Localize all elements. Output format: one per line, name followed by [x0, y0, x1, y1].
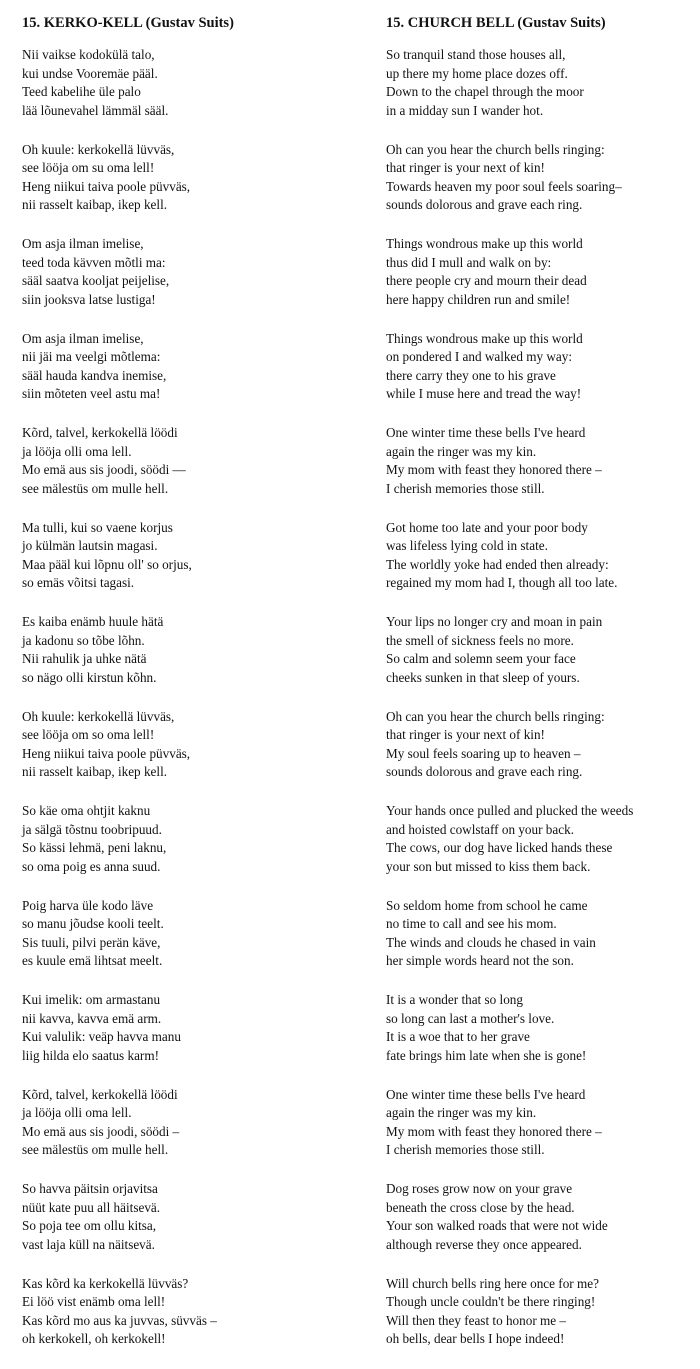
- poem-line: jo külmän lautsin magasi.: [22, 538, 158, 553]
- stanza: [22, 1086, 352, 1160]
- poem-line: so emäs võitsi tagasi.: [22, 575, 135, 590]
- poem-line: nii kavva, kavva emä arm.: [22, 1010, 162, 1026]
- poem-line: regained my mom had I, though all too late.: [386, 575, 618, 590]
- stanza: [386, 46, 698, 120]
- poem-line: Dog roses grow now on your grave: [386, 1181, 573, 1196]
- stanza: [386, 708, 698, 782]
- poem-line: ja lööja olli oma lell.: [22, 443, 132, 459]
- stanza: [22, 991, 352, 1065]
- poem-line: nüüt kate puu all häitsevä.: [22, 1199, 161, 1215]
- poem-line: Heng niikui taiva poole püvväs,: [22, 745, 191, 761]
- poem-line: Mo emä aus sis joodi, söödi —: [22, 462, 186, 477]
- poem-line: sounds dolorous and grave each ring.: [386, 764, 583, 779]
- poem-line: My mom with feast they honored there –: [386, 462, 602, 477]
- stanza: [22, 897, 352, 971]
- poem-line: So calm and solemn seem your face: [386, 651, 576, 666]
- poem-line: Your son walked roads that were not wide: [386, 1218, 608, 1233]
- poem-line: es kuule emä lihtsat meelt.: [22, 953, 163, 968]
- poem-line: was lifeless lying cold in state.: [386, 538, 548, 553]
- poem-line: Nii rahulik ja uhke nätä: [22, 651, 147, 666]
- poem-line: One winter time these bells I've heard: [386, 1086, 586, 1102]
- poem-line: sääl hauda kandva inemise,: [22, 367, 167, 383]
- poem-line: oh bells, dear bells I hope indeed!: [386, 1331, 565, 1346]
- poem-line: My mom with feast they honored there –: [386, 1123, 602, 1139]
- poem-line: nii jäi ma veelgi mõtlema:: [22, 349, 161, 364]
- poem-line: Down to the chapel through the moor: [386, 84, 584, 99]
- estonian-stanzas: [22, 46, 352, 1349]
- poem-line: Kui valulik: veäp havva manu: [22, 1029, 181, 1044]
- poem-line: cheeks sunken in that sleep of yours.: [386, 669, 580, 685]
- stanza: [386, 802, 698, 876]
- poem-line: there people cry and mourn their dead: [386, 273, 587, 288]
- stanza: [22, 141, 352, 215]
- poem-line: Your hands once pulled and plucked the weeds: [386, 803, 634, 818]
- stanza: [22, 1180, 352, 1254]
- poem-line: up there my home place dozes off.: [386, 65, 568, 81]
- poem-line: Om asja ilman imelise,: [22, 236, 144, 251]
- poem-line: Sis tuuli, pilvi perän käve,: [22, 934, 161, 950]
- estonian-poem-title: 15. KERKO-KELL (Gustav Suits): [22, 15, 234, 31]
- poem-line: and hoisted cowlstaff on your back.: [386, 821, 574, 837]
- poem-line: So poja tee om ollu kitsa,: [22, 1218, 157, 1233]
- poem-line: thus did I mull and walk on by:: [386, 254, 552, 270]
- poem-line: Will church bells ring here once for me?: [386, 1275, 599, 1291]
- poem-line: again the ringer was my kin.: [386, 1105, 537, 1120]
- poem-line: that ringer is your next of kin!: [386, 727, 545, 742]
- poem-line: So seldom home from school he came: [386, 897, 588, 913]
- stanza: [386, 613, 698, 687]
- poem-line: Got home too late and your poor body: [386, 519, 588, 535]
- poem-line: her simple words heard not the son.: [386, 953, 574, 968]
- poem-line: the smell of sickness feels no more.: [386, 632, 574, 648]
- poem-line: So kässi lehmä, peni laknu,: [22, 840, 167, 855]
- stanza: [386, 1180, 698, 1254]
- poem-line: Ma tulli, kui so vaene korjus: [22, 519, 173, 535]
- poem-line: oh kerkokell, oh kerkokell!: [22, 1331, 166, 1346]
- stanza: [386, 1275, 698, 1349]
- poem-line: Oh can you hear the church bells ringing:: [386, 141, 605, 157]
- poem-line: Kõrd, talvel, kerkokellä löödi: [22, 1086, 178, 1102]
- english-poem-title: 15. CHURCH BELL (Gustav Suits): [386, 15, 606, 31]
- poem-line: So tranquil stand those houses all,: [386, 47, 566, 62]
- poem-line: I cherish memories those still.: [386, 480, 545, 496]
- stanza: [386, 991, 698, 1065]
- poem-line: no time to call and see his mom.: [386, 916, 557, 931]
- stanza: [22, 424, 352, 498]
- stanza: [22, 46, 352, 120]
- estonian-poem-column: [22, 14, 352, 1369]
- poem-line: Your lips no longer cry and moan in pain: [386, 614, 603, 629]
- poem-line: So käe oma ohtjit kaknu: [22, 803, 151, 818]
- stanza: [386, 424, 698, 498]
- poem-line: sääl saatva kooljat peijelise,: [22, 273, 170, 288]
- poem-line: see lööja om so oma lell!: [22, 727, 155, 742]
- poem-line: see lööja om su oma lell!: [22, 160, 155, 175]
- poem-line: in a midday sun I wander hot.: [386, 102, 544, 118]
- stanza: [22, 802, 352, 876]
- poem-line: Kas kõrd ka kerkokellä lüvväs?: [22, 1275, 189, 1291]
- poem-line: The winds and clouds he chased in vain: [386, 934, 596, 950]
- poem-line: nii rasselt kaibap, ikep kell.: [22, 197, 168, 212]
- stanza: [22, 613, 352, 687]
- poem-line: siin jooksva latse lustiga!: [22, 291, 156, 307]
- poem-line: Things wondrous make up this world: [386, 236, 583, 251]
- poem-line: nii rasselt kaibap, ikep kell.: [22, 764, 168, 779]
- poem-line: siin mõteten veel astu ma!: [22, 386, 161, 401]
- stanza: [386, 519, 698, 593]
- stanza: [386, 235, 698, 309]
- poem-line: that ringer is your next of kin!: [386, 160, 545, 175]
- english-poem-column: [386, 14, 698, 1369]
- poem-line: Towards heaven my poor soul feels soaring–: [386, 178, 622, 194]
- poem-line: One winter time these bells I've heard: [386, 425, 586, 440]
- stanza: [22, 519, 352, 593]
- poem-line: Kui imelik: om armastanu: [22, 992, 161, 1007]
- poem-line: Ei löö vist enämb oma lell!: [22, 1294, 166, 1309]
- poem-line: Poig harva üle kodo läve: [22, 897, 154, 913]
- poem-line: ja kadonu so tõbe lõhn.: [22, 632, 145, 648]
- stanza: [22, 1275, 352, 1349]
- poem-line: ja lööja olli oma lell.: [22, 1105, 132, 1120]
- stanza: [22, 330, 352, 404]
- poem-line: Mo emä aus sis joodi, söödi –: [22, 1123, 180, 1139]
- poem-line: kui undse Vooremäe pääl.: [22, 65, 158, 81]
- poem-line: beneath the cross close by the head.: [386, 1199, 575, 1215]
- poem-line: So havva päitsin orjavitsa: [22, 1181, 158, 1196]
- stanza: [386, 330, 698, 404]
- poem-line: although reverse they once appeared.: [386, 1236, 582, 1252]
- poem-line: on pondered I and walked my way:: [386, 349, 573, 364]
- stanza: [386, 897, 698, 971]
- english-stanzas: [386, 46, 698, 1349]
- poem-line: see mälestüs om mulle hell.: [22, 480, 169, 496]
- poem-line: Oh kuule: kerkokellä lüvväs,: [22, 708, 175, 724]
- poem-line: Kõrd, talvel, kerkokellä löödi: [22, 425, 178, 440]
- poem-line: Heng niikui taiva poole püvväs,: [22, 178, 191, 194]
- stanza: [22, 235, 352, 309]
- poem-line: see mälestüs om mulle hell.: [22, 1142, 169, 1157]
- poem-line: fate brings him late when she is gone!: [386, 1047, 587, 1063]
- poem-line: sounds dolorous and grave each ring.: [386, 197, 583, 212]
- poem-line: I cherish memories those still.: [386, 1142, 545, 1157]
- poem-line: vast laja küll na näitsevä.: [22, 1236, 155, 1252]
- poem-line: Maa pääl kui lõpnu oll' so orjus,: [22, 556, 192, 572]
- poem-line: It is a wonder that so long: [386, 992, 523, 1007]
- poem-line: Though uncle couldn't be there ringing!: [386, 1294, 596, 1309]
- poem-line: so oma poig es anna suud.: [22, 858, 161, 874]
- poem-line: Om asja ilman imelise,: [22, 330, 144, 346]
- poem-line: Things wondrous make up this world: [386, 330, 583, 346]
- poem-line: Teed kabelihe üle palo: [22, 84, 141, 99]
- poem-line: so nägo olli kirstun kõhn.: [22, 669, 157, 685]
- poem-line: so long can last a mother's love.: [386, 1010, 555, 1026]
- poem-line: teed toda kävven mõtli ma:: [22, 254, 166, 270]
- stanza: [22, 708, 352, 782]
- stanza: [386, 141, 698, 215]
- poem-line: there carry they one to his grave: [386, 367, 556, 383]
- poem-line: The worldly yoke had ended then already:: [386, 556, 609, 572]
- poem-line: so manu jõudse kooli teelt.: [22, 916, 164, 931]
- poem-line: while I muse here and tread the way!: [386, 386, 582, 401]
- poem-line: liig hilda elo saatus karm!: [22, 1047, 159, 1063]
- poem-line: ja sälgä tõstnu toobripuud.: [22, 821, 162, 837]
- poem-line: The cows, our dog have licked hands these: [386, 840, 613, 855]
- poem-line: It is a woe that to her grave: [386, 1029, 530, 1044]
- poem-line: Will then they feast to honor me –: [386, 1312, 567, 1328]
- stanza: [386, 1086, 698, 1160]
- poem-line: Oh can you hear the church bells ringing:: [386, 708, 605, 724]
- poem-line: Kas kõrd mo aus ka juvvas, süvväs –: [22, 1312, 217, 1328]
- poem-line: your son but missed to kiss them back.: [386, 858, 591, 874]
- poem-line: here happy children run and smile!: [386, 291, 571, 307]
- poem-line: lää lõunevahel lämmäl sääl.: [22, 102, 169, 118]
- poem-line: Es kaiba enämb huule hätä: [22, 614, 164, 629]
- poem-line: My soul feels soaring up to heaven –: [386, 745, 581, 761]
- poem-line: Oh kuule: kerkokellä lüvväs,: [22, 141, 175, 157]
- poem-line: Nii vaikse kodokülä talo,: [22, 47, 155, 62]
- poem-line: again the ringer was my kin.: [386, 443, 537, 459]
